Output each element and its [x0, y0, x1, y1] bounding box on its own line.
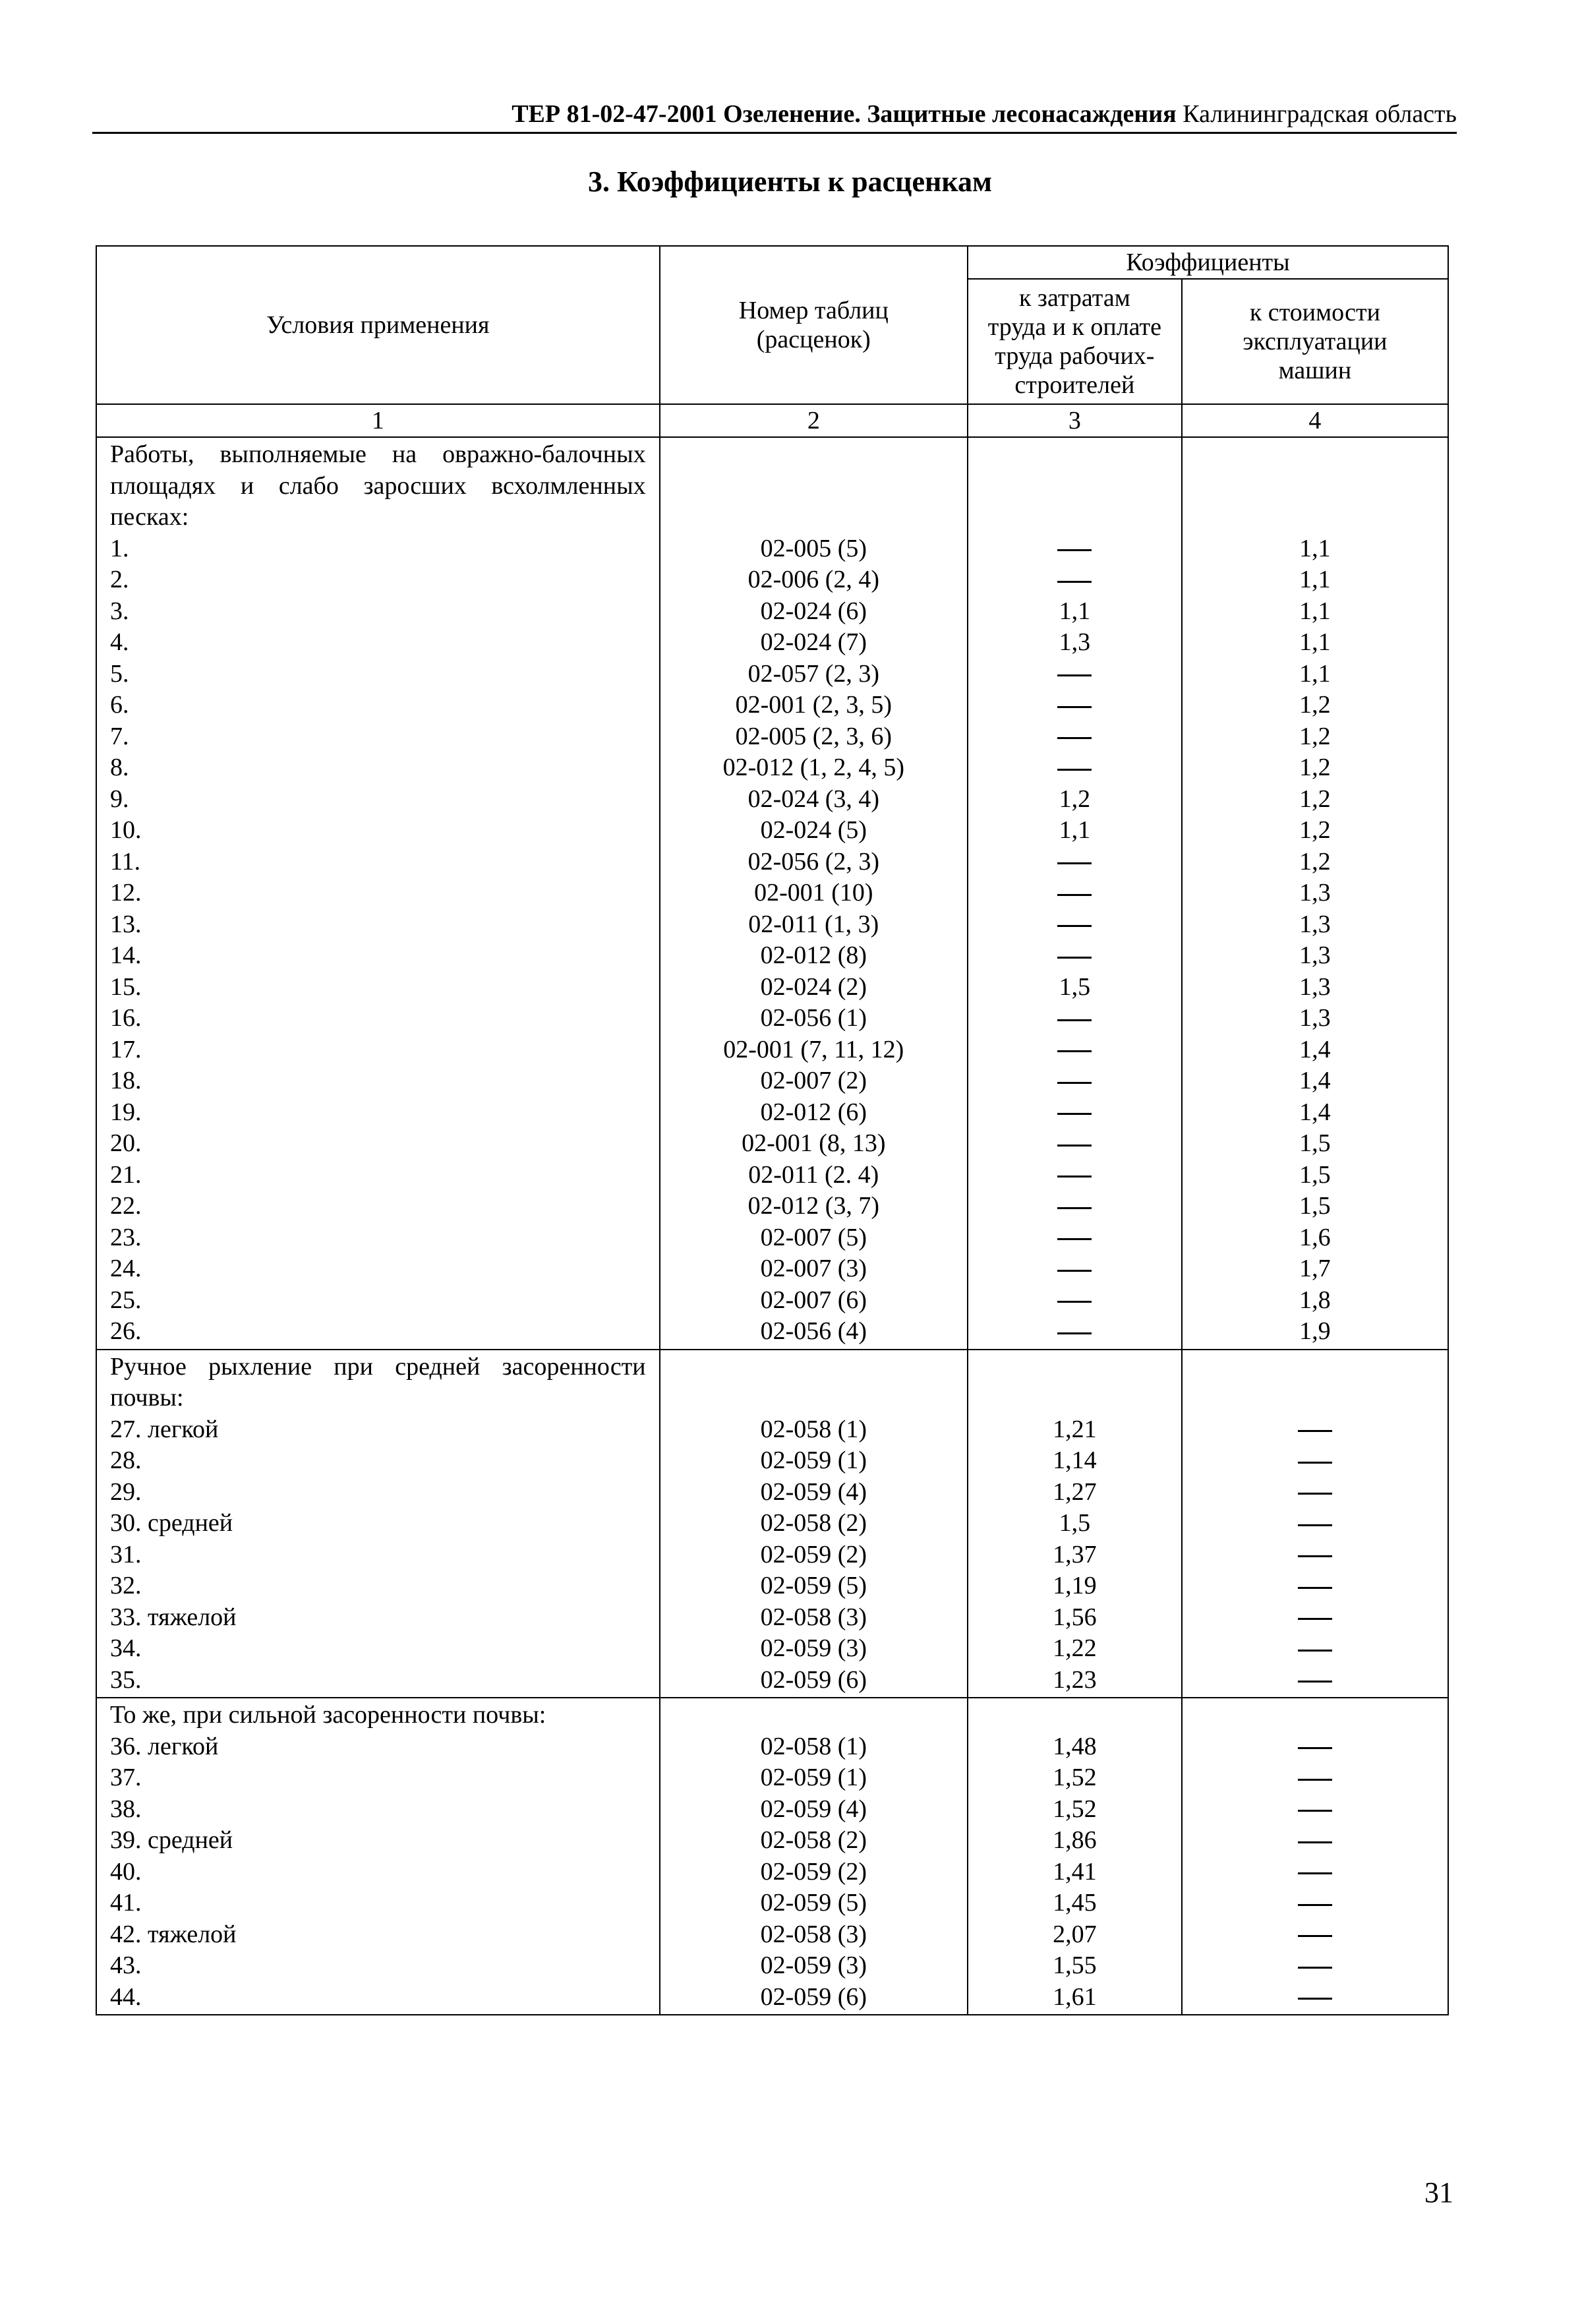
header-coefficients: Коэффициенты: [968, 246, 1448, 279]
row-condition: 37.: [110, 1764, 142, 1791]
header-doc-code: ТЕР 81-02-47-2001 Озеленение. Защитные лесонасаждения: [512, 100, 1177, 128]
blank-line: [981, 471, 1168, 502]
row-table-number: 02-059 (3): [760, 1952, 867, 1979]
dash-mark: [1298, 1681, 1332, 1683]
row-table-number: 02-012 (1, 2, 4, 5): [722, 754, 905, 781]
header-labor-line: труда и к оплате: [987, 313, 1162, 341]
row-table-number: 02-024 (2): [760, 972, 867, 1001]
row-table-number: 02-024 (6): [760, 597, 867, 625]
row-machine-coef: 1,9: [1299, 1317, 1331, 1345]
row-machine-coef: [1196, 1445, 1434, 1477]
row-table-number: 02-001 (10): [754, 879, 873, 907]
row-machine-coef: [1196, 1633, 1434, 1665]
row-machine-coef: [1196, 1731, 1434, 1763]
row-table-number: 02-001 (2, 3, 5): [735, 691, 892, 719]
row-condition: 41.: [110, 1889, 142, 1917]
row-condition: 16.: [110, 1004, 142, 1032]
dash-mark: [1057, 957, 1092, 959]
row-condition: 24.: [110, 1255, 142, 1282]
row-machine-coef: [1196, 1857, 1434, 1888]
dash-mark: [1298, 1555, 1332, 1557]
running-header: [92, 99, 1457, 134]
row-labor-coef: [981, 909, 1168, 941]
row-table-number: 02-007 (3): [760, 1255, 867, 1282]
row-table-number: 02-005 (2, 3, 6): [735, 722, 892, 750]
row-labor-coef: 1,55: [1053, 1952, 1097, 1979]
dash-mark: [1298, 1998, 1332, 2000]
header-table-number: [660, 246, 968, 404]
header-table-number-line: (расценок): [756, 326, 871, 353]
row-labor-coef: [981, 533, 1168, 565]
row-table-number: 02-059 (2): [760, 1857, 867, 1886]
row-condition: 39. средней: [110, 1826, 233, 1854]
dash-mark: [1057, 894, 1092, 896]
row-machine-coef: 1,5: [1299, 1192, 1331, 1220]
dash-mark: [1057, 549, 1092, 551]
section-conditions-cell: [96, 1698, 660, 2015]
row-labor-coef: 1,1: [1059, 597, 1091, 625]
row-machine-coef: 1,7: [1299, 1255, 1331, 1282]
row-condition: 23.: [110, 1223, 142, 1251]
blank-line: [1196, 502, 1434, 533]
row-labor-coef: 1,23: [1053, 1665, 1097, 1694]
row-condition: 35.: [110, 1665, 142, 1694]
coefficients-table: [96, 245, 1449, 2015]
row-table-number: 02-058 (3): [760, 1920, 867, 1948]
blank-line: [674, 1383, 954, 1414]
row-table-number: 02-059 (2): [760, 1540, 867, 1568]
section-title-line: почвы:: [110, 1384, 184, 1412]
dash-mark: [1298, 1779, 1332, 1781]
dash-mark: [1298, 1872, 1332, 1874]
blank-line: [981, 1383, 1168, 1414]
row-machine-coef: 1,1: [1299, 566, 1331, 593]
row-labor-coef: [981, 1253, 1168, 1285]
row-condition: 34.: [110, 1634, 142, 1662]
row-condition: 22.: [110, 1192, 142, 1220]
row-machine-coef: 1,2: [1299, 722, 1331, 750]
dash-mark: [1298, 1841, 1332, 1843]
dash-mark: [1057, 1113, 1092, 1115]
header-machines: [1182, 279, 1448, 404]
table-section: [96, 1698, 1448, 2015]
row-labor-coef: [981, 1128, 1168, 1160]
row-labor-coef: 1,52: [1053, 1764, 1097, 1791]
section-machine-coef-cell: [1182, 437, 1448, 1350]
blank-line: [981, 439, 1168, 471]
dash-mark: [1057, 1082, 1092, 1084]
row-machine-coef: 1,2: [1299, 691, 1331, 719]
row-labor-coef: 1,45: [1053, 1889, 1097, 1917]
row-table-number: 02-059 (1): [760, 1764, 867, 1791]
dash-mark: [1057, 1050, 1092, 1052]
row-table-number: 02-024 (5): [760, 816, 867, 844]
row-table-number: 02-058 (2): [760, 1509, 867, 1537]
row-machine-coef: [1196, 1602, 1434, 1634]
dash-mark: [1057, 1238, 1092, 1240]
row-labor-coef: 1,5: [1059, 1509, 1091, 1537]
row-labor-coef: [981, 1316, 1168, 1348]
row-machine-coef: [1196, 1919, 1434, 1951]
row-labor-coef: 1,14: [1053, 1446, 1097, 1474]
table-section: [96, 1350, 1448, 1698]
blank-line: [674, 1352, 954, 1383]
row-table-number: 02-058 (1): [760, 1415, 867, 1443]
dash-mark: [1298, 1650, 1332, 1652]
header-region: Калининградская область: [1183, 100, 1457, 128]
row-condition: 6.: [110, 691, 129, 719]
blank-line: [1196, 1383, 1434, 1414]
row-labor-coef: [981, 1160, 1168, 1191]
row-table-number: 02-058 (1): [760, 1732, 867, 1760]
row-machine-coef: [1196, 1950, 1434, 1982]
section-table-number-cell: [660, 1698, 968, 2015]
row-machine-coef: [1196, 1477, 1434, 1508]
row-table-number: 02-024 (7): [760, 628, 867, 656]
section-title-line: Работы, выполняемые на овражно-балочных: [110, 440, 646, 468]
row-labor-coef: [981, 1065, 1168, 1097]
row-condition: 13.: [110, 910, 142, 938]
row-labor-coef: 1,86: [1053, 1826, 1097, 1854]
row-condition: 27. легкой: [110, 1415, 219, 1443]
dash-mark: [1298, 1747, 1332, 1749]
row-table-number: 02-012 (6): [760, 1098, 867, 1126]
row-condition: 29.: [110, 1477, 142, 1506]
row-table-number: 02-058 (3): [760, 1603, 867, 1631]
row-labor-coef: 1,41: [1053, 1857, 1097, 1886]
row-machine-coef: [1196, 1825, 1434, 1857]
blank-line: [674, 439, 954, 471]
row-labor-coef: [981, 752, 1168, 784]
row-condition: 9.: [110, 785, 129, 813]
row-table-number: 02-058 (2): [760, 1826, 867, 1854]
row-table-number: 02-011 (1, 3): [748, 910, 879, 938]
row-table-number: 02-011 (2. 4): [748, 1160, 879, 1189]
section-machine-coef-cell: [1182, 1350, 1448, 1698]
dash-mark: [1298, 1462, 1332, 1464]
dash-mark: [1298, 1587, 1332, 1589]
header-machines-line: машин: [1278, 357, 1352, 384]
row-table-number: 02-059 (4): [760, 1477, 867, 1506]
row-table-number: 02-007 (5): [760, 1223, 867, 1251]
row-labor-coef: 1,22: [1053, 1634, 1097, 1662]
header-labor-line: труда рабочих-: [995, 342, 1155, 370]
table-body: [96, 437, 1448, 2015]
row-table-number: 02-059 (6): [760, 1982, 867, 2011]
row-table-number: 02-056 (4): [760, 1317, 867, 1345]
section-title-line: То же, при сильной засоренности почвы:: [110, 1701, 546, 1729]
section-labor-coef-cell: [968, 437, 1182, 1350]
row-condition: 2.: [110, 566, 129, 593]
dash-mark: [1057, 706, 1092, 708]
row-table-number: 02-005 (5): [760, 534, 867, 562]
row-labor-coef: 2,07: [1053, 1920, 1097, 1948]
row-machine-coef: [1196, 1794, 1434, 1826]
dash-mark: [1298, 1904, 1332, 1906]
row-labor-coef: 1,21: [1053, 1415, 1097, 1443]
blank-line: [674, 1700, 954, 1731]
row-condition: 7.: [110, 722, 129, 750]
row-condition: 42. тяжелой: [110, 1920, 237, 1948]
row-table-number: 02-012 (8): [760, 941, 867, 969]
dash-mark: [1057, 1207, 1092, 1209]
section-labor-coef-cell: [968, 1350, 1182, 1698]
row-machine-coef: [1196, 1762, 1434, 1794]
row-condition: 4.: [110, 628, 129, 656]
row-table-number: 02-001 (8, 13): [742, 1129, 886, 1157]
row-labor-coef: [981, 721, 1168, 753]
row-table-number: 02-059 (5): [760, 1889, 867, 1917]
row-machine-coef: [1196, 1570, 1434, 1602]
row-table-number: 02-059 (1): [760, 1446, 867, 1474]
row-table-number: 02-056 (1): [760, 1004, 867, 1032]
blank-line: [981, 1352, 1168, 1383]
section-title-line: Ручное рыхление при средней засоренности: [110, 1352, 646, 1381]
row-table-number: 02-007 (2): [760, 1067, 867, 1094]
section-labor-coef-cell: [968, 1698, 1182, 2015]
row-table-number: 02-006 (2, 4): [747, 566, 880, 593]
row-labor-coef: [981, 940, 1168, 972]
dash-mark: [1057, 1332, 1092, 1334]
dash-mark: [1057, 862, 1092, 864]
row-machine-coef: 1,3: [1299, 879, 1331, 907]
row-table-number: 02-057 (2, 3): [747, 659, 880, 688]
section-table-number-cell: [660, 1350, 968, 1698]
row-table-number: 02-059 (5): [760, 1572, 867, 1599]
column-number-row: [96, 404, 1448, 437]
row-condition: 36. легкой: [110, 1732, 219, 1760]
row-labor-coef: 1,48: [1053, 1732, 1097, 1760]
header-conditions: Условия применения: [96, 246, 660, 404]
section-machine-coef-cell: [1182, 1698, 1448, 2015]
row-condition: 1.: [110, 534, 129, 562]
row-machine-coef: 1,2: [1299, 847, 1331, 876]
dash-mark: [1298, 1618, 1332, 1620]
dash-mark: [1298, 1430, 1332, 1432]
row-table-number: 02-059 (6): [760, 1665, 867, 1694]
row-condition: 33. тяжелой: [110, 1603, 237, 1631]
section-conditions-cell: [96, 1350, 660, 1698]
blank-line: [1196, 1352, 1434, 1383]
section-title-line: площадях и слабо заросших всхолмленных: [110, 471, 646, 500]
dash-mark: [1057, 674, 1092, 676]
row-condition: 44.: [110, 1982, 142, 2011]
blank-line: [674, 471, 954, 502]
row-condition: 31.: [110, 1540, 142, 1568]
row-table-number: 02-056 (2, 3): [747, 847, 880, 876]
blank-line: [981, 502, 1168, 533]
row-condition: 32.: [110, 1572, 142, 1599]
row-condition: 43.: [110, 1952, 142, 1979]
header-labor-line: к затратам: [1018, 284, 1130, 312]
dash-mark: [1057, 737, 1092, 739]
row-condition: 10.: [110, 816, 142, 844]
blank-line: [981, 1700, 1168, 1731]
row-table-number: 02-059 (4): [760, 1795, 867, 1823]
row-labor-coef: [981, 659, 1168, 690]
page-title: 3. Коэффициенты к расценкам: [587, 165, 993, 198]
row-labor-coef: 1,37: [1053, 1540, 1097, 1568]
header-labor: [968, 279, 1182, 404]
row-labor-coef: [981, 1285, 1168, 1317]
row-labor-coef: [981, 564, 1168, 596]
row-machine-coef: [1196, 1539, 1434, 1571]
dash-mark: [1057, 1019, 1092, 1021]
row-condition: 5.: [110, 659, 129, 688]
row-labor-coef: [981, 1222, 1168, 1254]
row-condition: 20.: [110, 1129, 142, 1157]
row-machine-coef: 1,4: [1299, 1098, 1331, 1126]
row-machine-coef: 1,3: [1299, 941, 1331, 969]
row-machine-coef: 1,3: [1299, 910, 1331, 938]
row-labor-coef: [981, 690, 1168, 721]
row-labor-coef: 1,2: [1059, 785, 1091, 813]
row-condition: 19.: [110, 1098, 142, 1126]
row-labor-coef: [981, 1034, 1168, 1066]
row-condition: 30. средней: [110, 1509, 233, 1537]
header-machines-line: эксплуатации: [1243, 328, 1388, 355]
row-table-number: 02-012 (3, 7): [747, 1192, 880, 1220]
row-labor-coef: 1,3: [1059, 628, 1091, 656]
row-condition: 14.: [110, 941, 142, 969]
row-machine-coef: 1,1: [1299, 534, 1331, 562]
column-number: 4: [1182, 404, 1448, 437]
row-condition: 18.: [110, 1067, 142, 1094]
dash-mark: [1057, 769, 1092, 771]
row-machine-coef: [1196, 1508, 1434, 1539]
section-conditions-cell: [96, 437, 660, 1350]
row-labor-coef: 1,19: [1053, 1572, 1097, 1599]
row-labor-coef: [981, 878, 1168, 909]
row-table-number: 02-024 (3, 4): [747, 785, 880, 813]
dash-mark: [1298, 1935, 1332, 1937]
dash-mark: [1057, 1145, 1092, 1147]
row-condition: 21.: [110, 1160, 142, 1189]
row-machine-coef: 1,2: [1299, 754, 1331, 781]
row-condition: 40.: [110, 1857, 142, 1886]
row-condition: 12.: [110, 879, 142, 907]
dash-mark: [1298, 1524, 1332, 1526]
row-machine-coef: 1,5: [1299, 1160, 1331, 1189]
row-machine-coef: 1,8: [1299, 1286, 1331, 1314]
blank-line: [1196, 471, 1434, 502]
dash-mark: [1057, 1270, 1092, 1272]
page-number: 31: [1424, 2176, 1453, 2209]
dash-mark: [1057, 581, 1092, 583]
section-table-number-cell: [660, 437, 968, 1350]
row-machine-coef: 1,6: [1299, 1223, 1331, 1251]
row-table-number: 02-001 (7, 11, 12): [723, 1035, 904, 1063]
row-condition: 17.: [110, 1035, 142, 1063]
row-table-number: 02-059 (3): [760, 1634, 867, 1662]
column-number: 1: [96, 404, 660, 437]
row-machine-coef: 1,4: [1299, 1035, 1331, 1063]
dash-mark: [1298, 1967, 1332, 1969]
row-machine-coef: 1,1: [1299, 597, 1331, 625]
row-labor-coef: 1,61: [1053, 1982, 1097, 2011]
row-labor-coef: [981, 1097, 1168, 1129]
row-labor-coef: 1,5: [1059, 972, 1091, 1001]
row-machine-coef: 1,2: [1299, 785, 1331, 813]
section-title-line: песках:: [110, 503, 189, 531]
header-labor-line: строителей: [1014, 371, 1135, 399]
blank-line: [674, 502, 954, 533]
header-machines-line: к стоимости: [1249, 299, 1380, 326]
dash-mark: [1057, 1176, 1092, 1177]
row-machine-coef: 1,5: [1299, 1129, 1331, 1157]
row-machine-coef: 1,2: [1299, 816, 1331, 844]
row-machine-coef: [1196, 1665, 1434, 1696]
row-labor-coef: 1,27: [1053, 1477, 1097, 1506]
dash-mark: [1057, 925, 1092, 927]
row-machine-coef: [1196, 1888, 1434, 1919]
row-machine-coef: 1,1: [1299, 628, 1331, 656]
dash-mark: [1057, 1301, 1092, 1303]
row-machine-coef: 1,1: [1299, 659, 1331, 688]
row-condition: 3.: [110, 597, 129, 625]
dash-mark: [1298, 1493, 1332, 1495]
row-condition: 26.: [110, 1317, 142, 1345]
row-condition: 28.: [110, 1446, 142, 1474]
row-labor-coef: [981, 847, 1168, 878]
row-labor-coef: 1,52: [1053, 1795, 1097, 1823]
blank-line: [1196, 439, 1434, 471]
row-machine-coef: 1,4: [1299, 1067, 1331, 1094]
row-condition: 15.: [110, 972, 142, 1001]
row-machine-coef: 1,3: [1299, 972, 1331, 1001]
row-labor-coef: 1,1: [1059, 816, 1091, 844]
column-number: 3: [968, 404, 1182, 437]
row-machine-coef: [1196, 1414, 1434, 1446]
row-labor-coef: [981, 1191, 1168, 1222]
row-condition: 11.: [110, 847, 141, 876]
table-section: [96, 437, 1448, 1350]
row-condition: 25.: [110, 1286, 142, 1314]
header-table-number-line: Номер таблиц: [738, 297, 889, 324]
row-condition: 8.: [110, 754, 129, 781]
row-labor-coef: [981, 1003, 1168, 1034]
row-machine-coef: [1196, 1982, 1434, 2013]
row-condition: 38.: [110, 1795, 142, 1823]
column-number: 2: [660, 404, 968, 437]
row-table-number: 02-007 (6): [760, 1286, 867, 1314]
blank-line: [1196, 1700, 1434, 1731]
dash-mark: [1298, 1810, 1332, 1812]
row-machine-coef: 1,3: [1299, 1004, 1331, 1032]
row-labor-coef: 1,56: [1053, 1603, 1097, 1631]
